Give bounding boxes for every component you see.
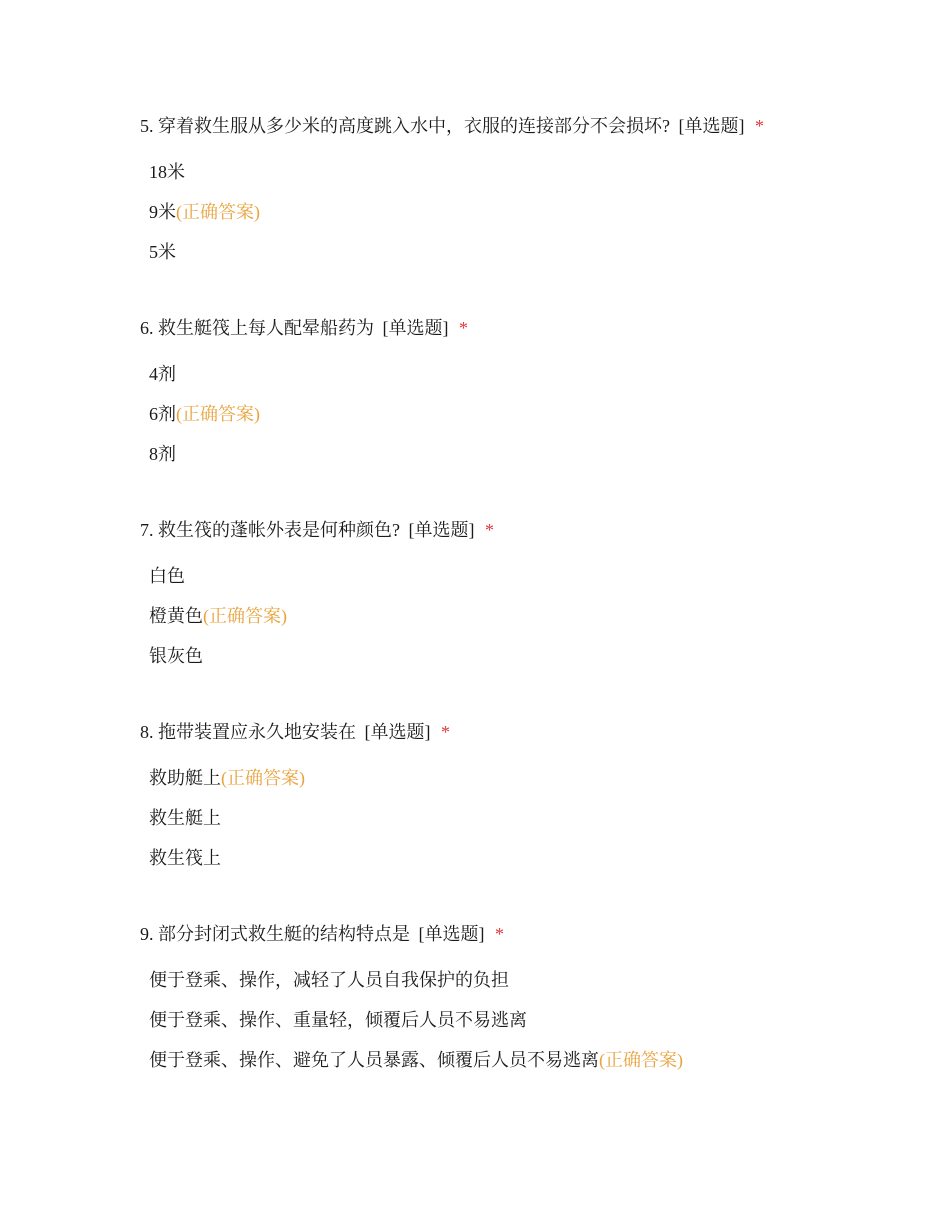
option	[149, 564, 900, 588]
option	[149, 846, 900, 870]
option	[149, 160, 900, 184]
question-type: [单选题]	[418, 924, 485, 944]
question-title	[140, 922, 900, 946]
question-text: 拖带装置应永久地安装在	[158, 722, 356, 742]
option	[149, 402, 900, 426]
question-text: 救生筏的蓬帐外表是何种颜色?	[158, 520, 400, 540]
option	[149, 968, 900, 992]
question-text: 救生艇筏上每人配晕船药为	[158, 318, 374, 338]
question-number: 8.	[140, 722, 154, 742]
question-9	[140, 922, 900, 1088]
question-5	[140, 114, 900, 280]
option-label: 银灰色	[149, 646, 203, 666]
option-label: 救生艇上	[149, 808, 221, 828]
option-label: 便于登乘、操作、重量轻，倾覆后人员不易逃离	[149, 1010, 527, 1030]
option-label: 6剂	[149, 404, 176, 424]
question-number: 7.	[140, 520, 154, 540]
question-title	[140, 316, 900, 340]
correct-answer-note: (正确答案)	[203, 606, 287, 626]
correct-answer-note: (正确答案)	[176, 404, 260, 424]
required-marker: *	[495, 924, 504, 944]
question-8	[140, 720, 900, 886]
required-marker: *	[459, 318, 468, 338]
option	[149, 1008, 900, 1032]
option-label: 救助艇上	[149, 768, 221, 788]
option-list	[140, 968, 900, 1072]
correct-answer-note: (正确答案)	[599, 1050, 683, 1070]
question-type: [单选题]	[408, 520, 475, 540]
option-label: 便于登乘、操作，减轻了人员自我保护的负担	[149, 970, 509, 990]
question-type: [单选题]	[678, 116, 745, 136]
question-number: 6.	[140, 318, 154, 338]
question-title	[140, 114, 900, 138]
question-title	[140, 720, 900, 744]
option	[149, 240, 900, 264]
option	[149, 200, 900, 224]
option-label: 4剂	[149, 364, 176, 384]
required-marker: *	[485, 520, 494, 540]
option	[149, 362, 900, 386]
option-label: 救生筏上	[149, 848, 221, 868]
option-list	[140, 766, 900, 870]
question-text: 部分封闭式救生艇的结构特点是	[158, 924, 410, 944]
option-label: 9米	[149, 202, 176, 222]
question-6	[140, 316, 900, 482]
option-label: 便于登乘、操作、避免了人员暴露、倾覆后人员不易逃离	[149, 1050, 599, 1070]
question-text: 穿着救生服从多少米的高度跳入水中，衣服的连接部分不会损坏?	[158, 116, 670, 136]
option	[149, 806, 900, 830]
question-type: [单选题]	[364, 722, 431, 742]
correct-answer-note: (正确答案)	[221, 768, 305, 788]
question-number: 9.	[140, 924, 154, 944]
option	[149, 604, 900, 628]
option	[149, 766, 900, 790]
option-label: 白色	[149, 566, 185, 586]
question-7	[140, 518, 900, 684]
correct-answer-note: (正确答案)	[176, 202, 260, 222]
option	[149, 1048, 900, 1072]
option-label: 5米	[149, 242, 176, 262]
option-list	[140, 564, 900, 668]
option-label: 8剂	[149, 444, 176, 464]
required-marker: *	[441, 722, 450, 742]
option-label: 18米	[149, 162, 185, 182]
question-title	[140, 518, 900, 542]
question-type: [单选题]	[382, 318, 449, 338]
option-list	[140, 362, 900, 466]
question-number: 5.	[140, 116, 154, 136]
option	[149, 442, 900, 466]
option	[149, 644, 900, 668]
option-list	[140, 160, 900, 264]
required-marker: *	[755, 116, 764, 136]
option-label: 橙黄色	[149, 606, 203, 626]
